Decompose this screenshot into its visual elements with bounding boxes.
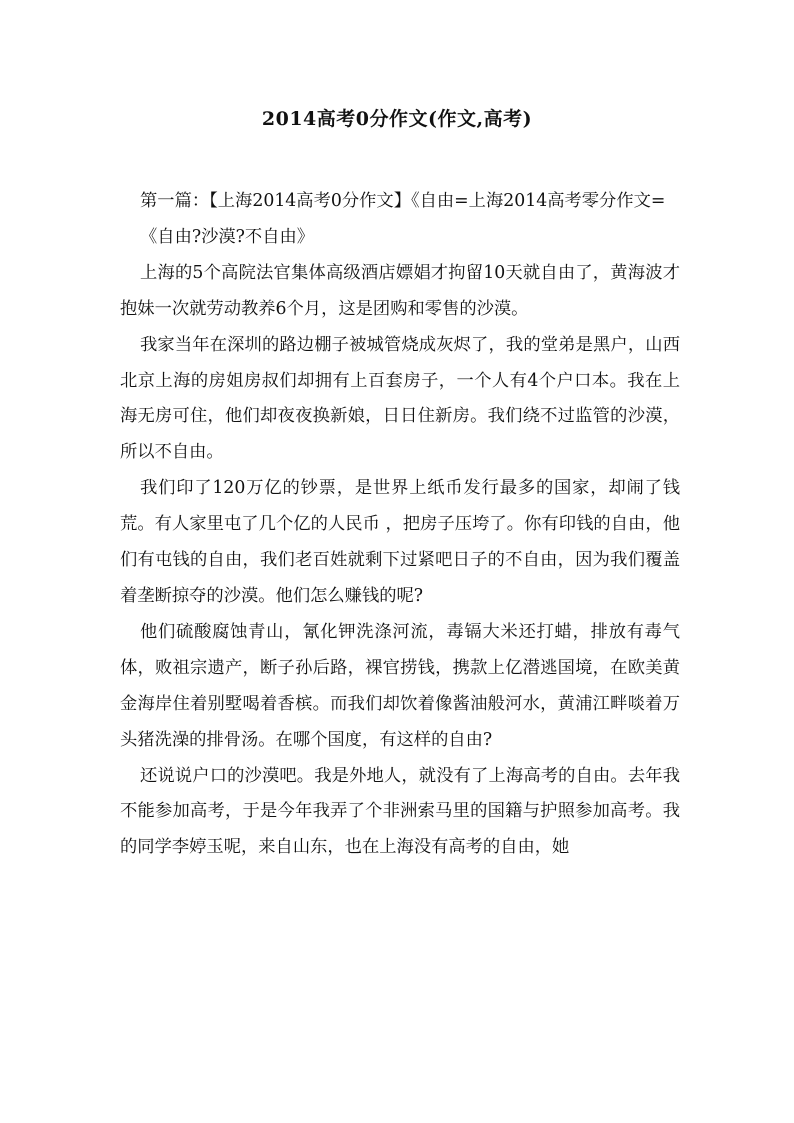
paragraph: 他们硫酸腐蚀青山，氰化钾洗涤河流，毒镉大米还打蜡，排放有毒气体，败祖宗遗产，断子孙后路，裸官捞钱，携款上亿潜逃国境，在欧美黄金海岸住着别墅喝着香槟。而我们却饮着像酱油般河水，黄浦江畔啖着万头猪洗澡的排骨汤。在哪个国度，有这样的自由?: [120, 621, 680, 750]
paragraph-essay-title: 《自由?沙漠?不自由》: [140, 226, 315, 247]
paragraph: 上海的5个高院法官集体高级酒店嫖娼才拘留10天就自由了，黄海波才抱妹一次就劳动教养6个月，这是团购和零售的沙漠。: [120, 262, 680, 319]
document-body: [120, 184, 680, 866]
paragraph-intro: 第一篇：【上海2014高考0分作文】《自由=上海2014高考零分作文=: [140, 191, 666, 211]
paragraph: 还说说户口的沙漠吧。我是外地人，就没有了上海高考的自由。去年我不能参加高考，于是今年我弄了个非洲索马里的国籍与护照参加高考。我的同学李婷玉呢，来自山东，也在上海没有高考的自由，她: [120, 765, 680, 858]
document-title: 2014高考0分作文(作文,高考): [261, 108, 533, 130]
paragraph: 我们印了120万亿的钞票，是世界上纸币发行最多的国家，却闹了钱荒。有人家里屯了几个亿的人民币 ，把房子压垮了。你有印钱的自由，他们有屯钱的自由，我们老百姓就剩下过紧吧日子的不自由，因为我们覆盖着垄断掠夺的沙漠。他们怎么赚钱的呢?: [120, 478, 680, 606]
paragraph: 我家当年在深圳的路边棚子被城管烧成灰烬了，我的堂弟是黑户，山西北京上海的房姐房叔们却拥有上百套房子，一个人有4个户口本。我在上海无房可住，他们却夜夜换新娘，日日住新房。我们绕不过监管的沙漠，所以不自由。: [120, 334, 680, 463]
